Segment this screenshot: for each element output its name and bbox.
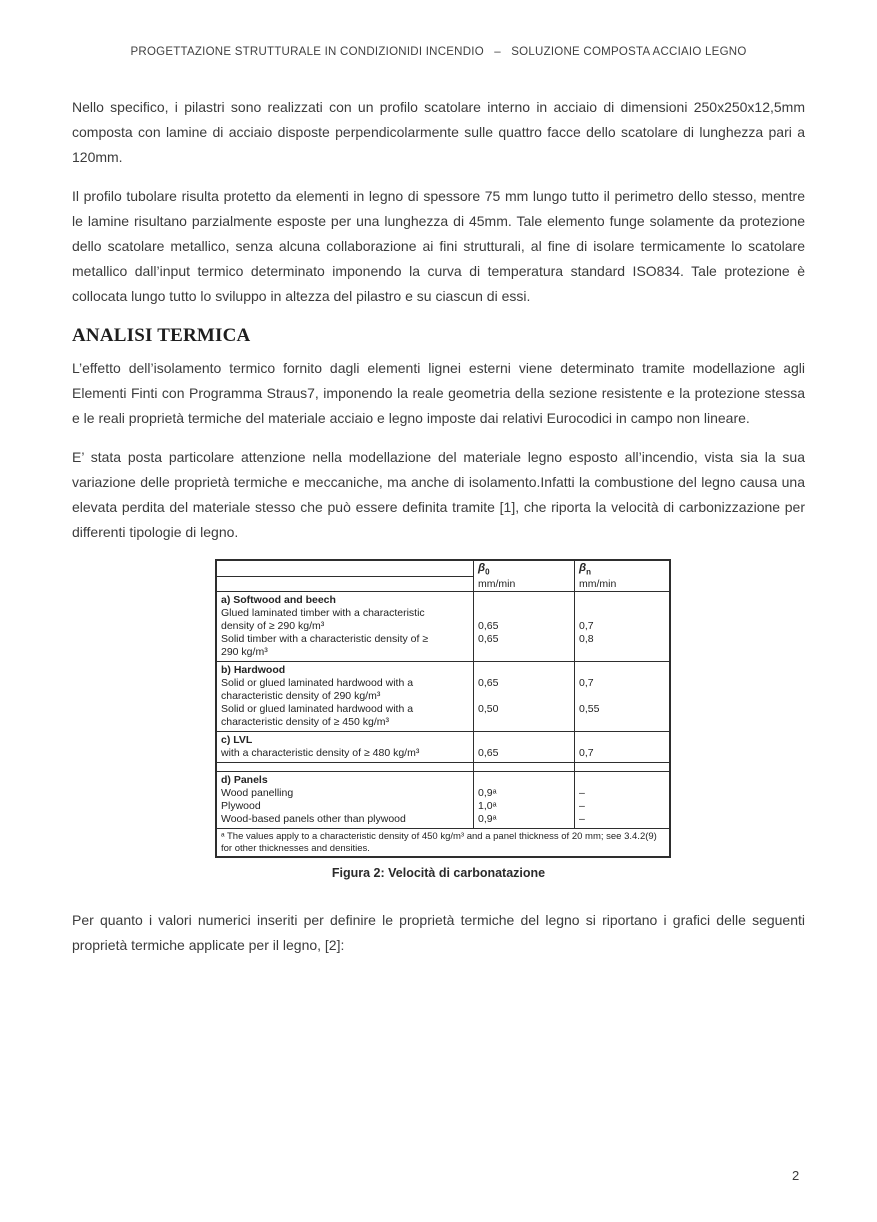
panels-betan-cell [575,772,671,829]
figure-caption: Figura 2: Velocità di carbonatazione [331,866,546,881]
table-value: 1,0ᵃ [478,800,497,813]
beta0-subscript: 0 [485,567,490,577]
section-title: d) Panels [221,774,268,787]
table-value [478,664,570,677]
softwood-betan-cell [575,592,671,662]
beta-glyph: β [478,562,486,574]
table-value [579,690,665,703]
panels-label-cell [216,772,474,829]
betan-symbol [579,562,665,578]
table-value [579,664,665,677]
table-value: – [579,800,585,813]
table-text-line: Wood-based panels other than plywood [221,813,406,826]
table-value [579,646,665,659]
table-header-beta0 [474,560,575,592]
table-value: 0,9ᵃ [478,813,497,826]
table-text-line: Solid or glued laminated hardwood with a [221,703,414,716]
panels-beta0-cell [474,772,575,829]
section-heading: ANALISI TERMICA [72,325,251,346]
table-value: 0,65 [478,620,499,633]
table-value [478,594,570,607]
table-text-line: Wood panelling [221,787,294,800]
table-value: 0,8 [579,633,594,646]
table-spacer-row [216,763,670,772]
table-value: 0,50 [478,703,499,716]
paragraph-4: E’ stata posta particolare attenzione nella modellazione del materiale legno esposto all’incendio, vista sia la sua variazione delle proprietà termiche e meccaniche, ma anche di isolamento.Infatti la combustione del legno causa una elevata perdita del materiale stesso che può essere definita tramite [1], che riporta la velocità di carbonizzazione per differenti tipologie di legno. [72,449,805,540]
table-value [579,716,665,729]
table-text-line: Solid timber with a characteristic density of ≥ [221,633,429,646]
table-value: 0,7 [579,620,594,633]
charring-rate-table [215,559,671,858]
table-text-line: characteristic density of 290 kg/m³ [221,690,381,703]
paragraph-3: L’effetto dell’isolamento termico fornito dagli elementi lignei esterni viene determinato tramite modellazione agli Elementi Finti con Programma Straus7, imponendo la reale geometria della sezione resistente e la protezione stessa e le reali proprietà termiche del materiale acciaio e legno imposte dai relativi Eurocodici in campo non lineare. [72,360,805,426]
table-text-line: Plywood [221,800,261,813]
table-text-line: with a characteristic density of ≥ 480 kg/m³ [221,747,420,760]
table-header-empty-top [216,560,474,576]
lvl-beta0-cell [474,732,575,763]
hardwood-betan-cell [575,662,671,732]
hardwood-beta0-cell [474,662,575,732]
spacer-cell [575,763,671,772]
paragraph-1: Nello specifico, i pilastri sono realizzati con un profilo scatolare interno in acciaio di dimensioni 250x250x12,5mm composta con lamine di acciaio disposte perpendicolarmente sulle quattro facce dello scatolare di lunghezza pari a 120mm. [72,99,805,165]
table-section-lvl [216,732,670,763]
table-text-line: 290 kg/m³ [221,646,268,659]
beta0-symbol [478,562,570,578]
paragraph-5: Per quanto i valori numerici inseriti per definire le proprietà termiche del legno si riportano i grafici delle seguenti proprietà termiche applicate per il legno, [2]: [72,912,805,954]
table-section-hardwood [216,662,670,732]
table-header-row [216,560,670,576]
table-value: 0,55 [579,703,600,716]
section-title: a) Softwood and beech [221,594,336,607]
table-footnote-row [216,829,670,858]
betan-subscript: n [586,567,592,577]
softwood-label-cell [216,592,474,662]
table-value [478,607,570,620]
beta-glyph: β [579,562,587,574]
table-header-betan [575,560,671,592]
table-text-line: characteristic density of ≥ 450 kg/m³ [221,716,389,729]
page-number: 2 [792,1168,800,1183]
table-value: 0,9ᵃ [478,787,497,800]
table-value [478,716,570,729]
spacer-cell [216,763,474,772]
table-value: 0,65 [478,633,499,646]
table-value: – [579,787,585,800]
spacer-cell [474,763,575,772]
section-title: c) LVL [221,734,253,747]
section-title: b) Hardwood [221,664,286,677]
table-text-line: Glued laminated timber with a characteristic [221,607,425,620]
table-text-line: Solid or glued laminated hardwood with a [221,677,414,690]
table-value: – [579,813,585,826]
table-value [579,607,665,620]
paragraph-2: Il profilo tubolare risulta protetto da elementi in legno di spessore 75 mm lungo tutto il perimetro dello stesso, mentre le lamine risultano parzialmente esposte per una lunghezza di 45mm. Tale elemento funge solamente da protezione dello scatolare metallico, senza alcuna collaborazione ai fini strutturali, al fine di isolare termicamente lo scatolare metallico dall’input termico determinato imponendo la curva di temperatura standard ISO834. Tale protezione è collocata lungo tutto lo sviluppo in altezza del pilastro e su ciascun di essi. [72,188,805,304]
table-text-line: density of ≥ 290 kg/m³ [221,620,325,633]
table-value [478,774,570,787]
table-value [478,690,570,703]
table-value [579,594,665,607]
table-value: 0,65 [478,747,499,760]
table-section-panels [216,772,670,829]
table-value [579,774,665,787]
lvl-label-cell [216,732,474,763]
table-footnote: ᵃ The values apply to a characteristic density of 450 kg/m³ and a panel thickness of 20 mm; see 3.4.2(9) for other thicknesses and densities. [216,829,670,858]
table-value [478,646,570,659]
table-section-softwood [216,592,670,662]
betan-unit: mm/min [579,578,617,591]
lvl-betan-cell [575,732,671,763]
table-value: 0,65 [478,677,499,690]
table-value: 0,7 [579,677,594,690]
softwood-beta0-cell [474,592,575,662]
table-value [579,734,665,747]
table-value: 0,7 [579,747,594,760]
table-value [478,734,570,747]
table-header-empty-bottom [216,576,474,592]
hardwood-label-cell [216,662,474,732]
beta0-unit: mm/min [478,578,516,591]
page-header: PROGETTAZIONE STRUTTURALE IN CONDIZIONIDI INCENDIO – SOLUZIONE COMPOSTA ACCIAIO LEGNO [130,46,747,58]
